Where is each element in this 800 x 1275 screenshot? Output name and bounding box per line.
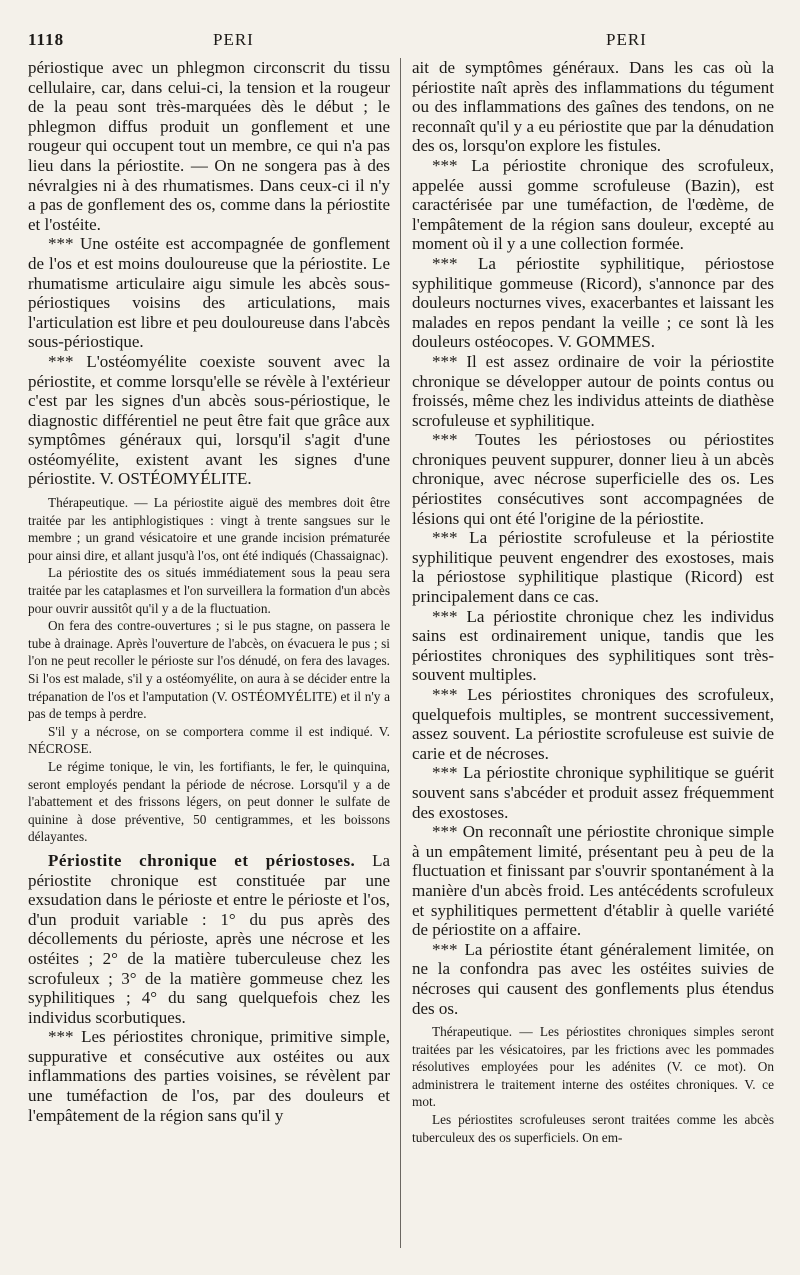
paragraph: *** Les périostites chronique, primitive simple, suppurative et consécutive aux ostéites ou aux inflammations des parties voisines, se révèlent par une tuméfaction de l'os, par des douleurs et l'empâtement de la région sans qu'il y — [28, 1027, 390, 1125]
paragraph: *** La périostite étant généralement limitée, on ne la confondra pas avec les ostéites suivies de nécroses qui causent des gonflements plus étendus des os. — [412, 939, 774, 1018]
paragraph: *** On reconnaît une périostite chronique simple à un empâtement limité, présentant peu à peu de la fluctuation et finissant par s'ouvrir spontanément à la manière d'un abcès froid. Les antécédents scrofuleux et syphilitiques permettent d'établir à quelle variété de périostite on a affaire. — [412, 822, 774, 940]
paragraph: ait de symptômes généraux. Dans les cas où la périostite naît après des inflammations du tégument ou des inflammations des gaînes des tendons, on ne reconnaît qu'il y a eu périostite que par la dénudation des os, lorsqu'on explore les fistules. — [412, 58, 774, 156]
paragraph: *** Une ostéite est accompagnée de gonflement de l'os et est moins douloureuse que la périostite. Le rhumatisme articulaire aigu simule les abcès sous-périostiques voisins des articulations, mais l'articulation est libre et peu douloureuse dans l'abcès sous-périostique. — [28, 234, 390, 352]
column-divider — [400, 58, 401, 1248]
section-text: La périostite chronique est constituée par une exsudation dans le périoste et entre le périoste et l'os, d'un produit variable : 1° du pus après des décollements du périoste, après une nécrose et les ostéites ; 2° de la matière tuberculeuse chez les scrofuleux ; 3° de la matière gommeuse chez les syphilitiques ; 4° du sang quelquefois chez les individus scorbutiques. — [28, 850, 390, 1027]
right-column — [412, 58, 774, 1146]
section-heading: Périostite chronique et périostoses. — [48, 850, 356, 870]
paragraph: *** La périostite scrofuleuse et la périostite syphilitique peuvent engendrer des exostoses, mais la périostose syphilitique plastique (Ricord) est principalement dans ce cas. — [412, 528, 774, 607]
paragraph: périostique avec un phlegmon circonscrit du tissu cellulaire, car, dans celui-ci, la tension et la rougeur de la peau sont très-marquées dès le début ; le phlegmon diffus produit un gonflement et une rougeur qui occupent tout un membre, ce qui n'a pas lieu dans la périostite. — On ne songera pas à des névralgies ni à des rhumatismes. Dans ceux-ci il n'y a pas de gonflement des os, comme dans la périostite et l'ostéite. — [28, 58, 390, 234]
paragraph: La périostite des os situés immédiatement sous la peau sera traitée par les cataplasmes et l'on surveillera la formation d'un abcès pour ouvrir aussitôt qu'il y a de la fluctuation. — [28, 565, 390, 616]
paragraph: Les périostites scrofuleuses seront traitées comme les abcès tuberculeux des os superficiels. On em- — [412, 1112, 774, 1145]
paragraph: *** Les périostites chroniques des scrofuleux, quelquefois multiples, se montrent successivement, assez souvent. La périostite scrofuleuse est suivie de carie et de nécroses. — [412, 685, 774, 763]
paragraph: Thérapeutique. — La périostite aiguë des membres doit être traitée par les antiphlogistiques : vingt à trente sangsues sur le membre ; un grand vésicatoire et une grande incision prématurée pour ainsi dire, et allant jusqu'à l'os, ont été indiqués (Chassaignac). — [28, 495, 390, 563]
section-paragraph — [28, 851, 390, 1027]
paragraph: On fera des contre-ouvertures ; si le pus stagne, on passera le tube à drainage. Après l'ouverture de l'abcès, on évacuera le pus ; si l'on ne peut recoller le périoste sur l'os dénudé, on fera des lavages. Si l'os est malade, s'il y a ostéomyélite, on aura à se décider entre la trépanation de l'os et l'amputation (V. OSTÉOMYÉLITE) et il n'y a pas de temps à perdre. — [28, 618, 390, 722]
running-title-right: PERI — [606, 30, 647, 49]
paragraph: *** La périostite chronique chez les individus sains est ordinairement unique, tandis que les périostites chroniques des syphilitiques sont très-souvent multiples. — [412, 606, 774, 685]
page-number: 1118 — [28, 30, 65, 49]
paragraph: *** La périostite chronique syphilitique se guérit souvent sans s'abcéder et produit assez fréquemment des exostoses. — [412, 763, 774, 822]
running-title-left: PERI — [213, 30, 254, 49]
paragraph: *** Il est assez ordinaire de voir la périostite chronique se développer autour de points contus ou froissés, même chez les individus atteints de diathèse scrofuleuse et syphilitique. — [412, 351, 774, 430]
paragraph: *** La périostite chronique des scrofuleux, appelée aussi gomme scrofuleuse (Bazin), est caractérisée par une tuméfaction, de l'œdème, de l'empâtement de la région sans douleur, excepté au moment où il y a une collection formée. — [412, 155, 774, 254]
paragraph: *** La périostite syphilitique, périostose syphilitique gommeuse (Ricord), s'annonce par des douleurs nocturnes vives, exacerbantes et laissant les malades en repos pendant la veille ; ce sont là les douleurs ostéocopes. V. GOMMES. — [412, 253, 774, 352]
left-column — [28, 58, 390, 1125]
paragraph: *** L'ostéomyélite coexiste souvent avec la périostite, et comme lorsqu'elle se révèle à l'extérieur c'est par les signes d'un abcès sous-périostique, le diagnostic différentiel ne peut être fait que grâce aux symptômes généraux qui, lorsqu'il s'agit d'une ostéomyélite, existent avant les signes d'une périostite. V. OSTÉOMYÉLITE. — [28, 351, 390, 489]
paragraph: Le régime tonique, le vin, les fortifiants, le fer, le quinquina, seront employés pendant la période de nécrose. Lorsqu'il y a de l'abattement et des frissons légers, on peut donner le sulfate de quinine à dose préventive, 50 centigrammes, et les boissons délayantes. — [28, 758, 390, 845]
page-header — [28, 30, 776, 56]
paragraph: *** Toutes les périostoses ou périostites chroniques peuvent suppurer, donner lieu à un abcès chronique, avec nécrose superficielle des os. Les périostites consécutives sont accompagnées de lésions qui ont été l'origine de la périostite. — [412, 430, 774, 528]
paragraph: S'il y a nécrose, on se comportera comme il est indiqué. V. NÉCROSE. — [28, 723, 390, 757]
paragraph: Thérapeutique. — Les périostites chroniques simples seront traitées par les vésicatoires, par les frictions avec les pommades résolutives employées pour les adénites (V. ce mot). On administrera le traitement interne des ostéites chroniques. V. ce mot. — [412, 1024, 774, 1110]
